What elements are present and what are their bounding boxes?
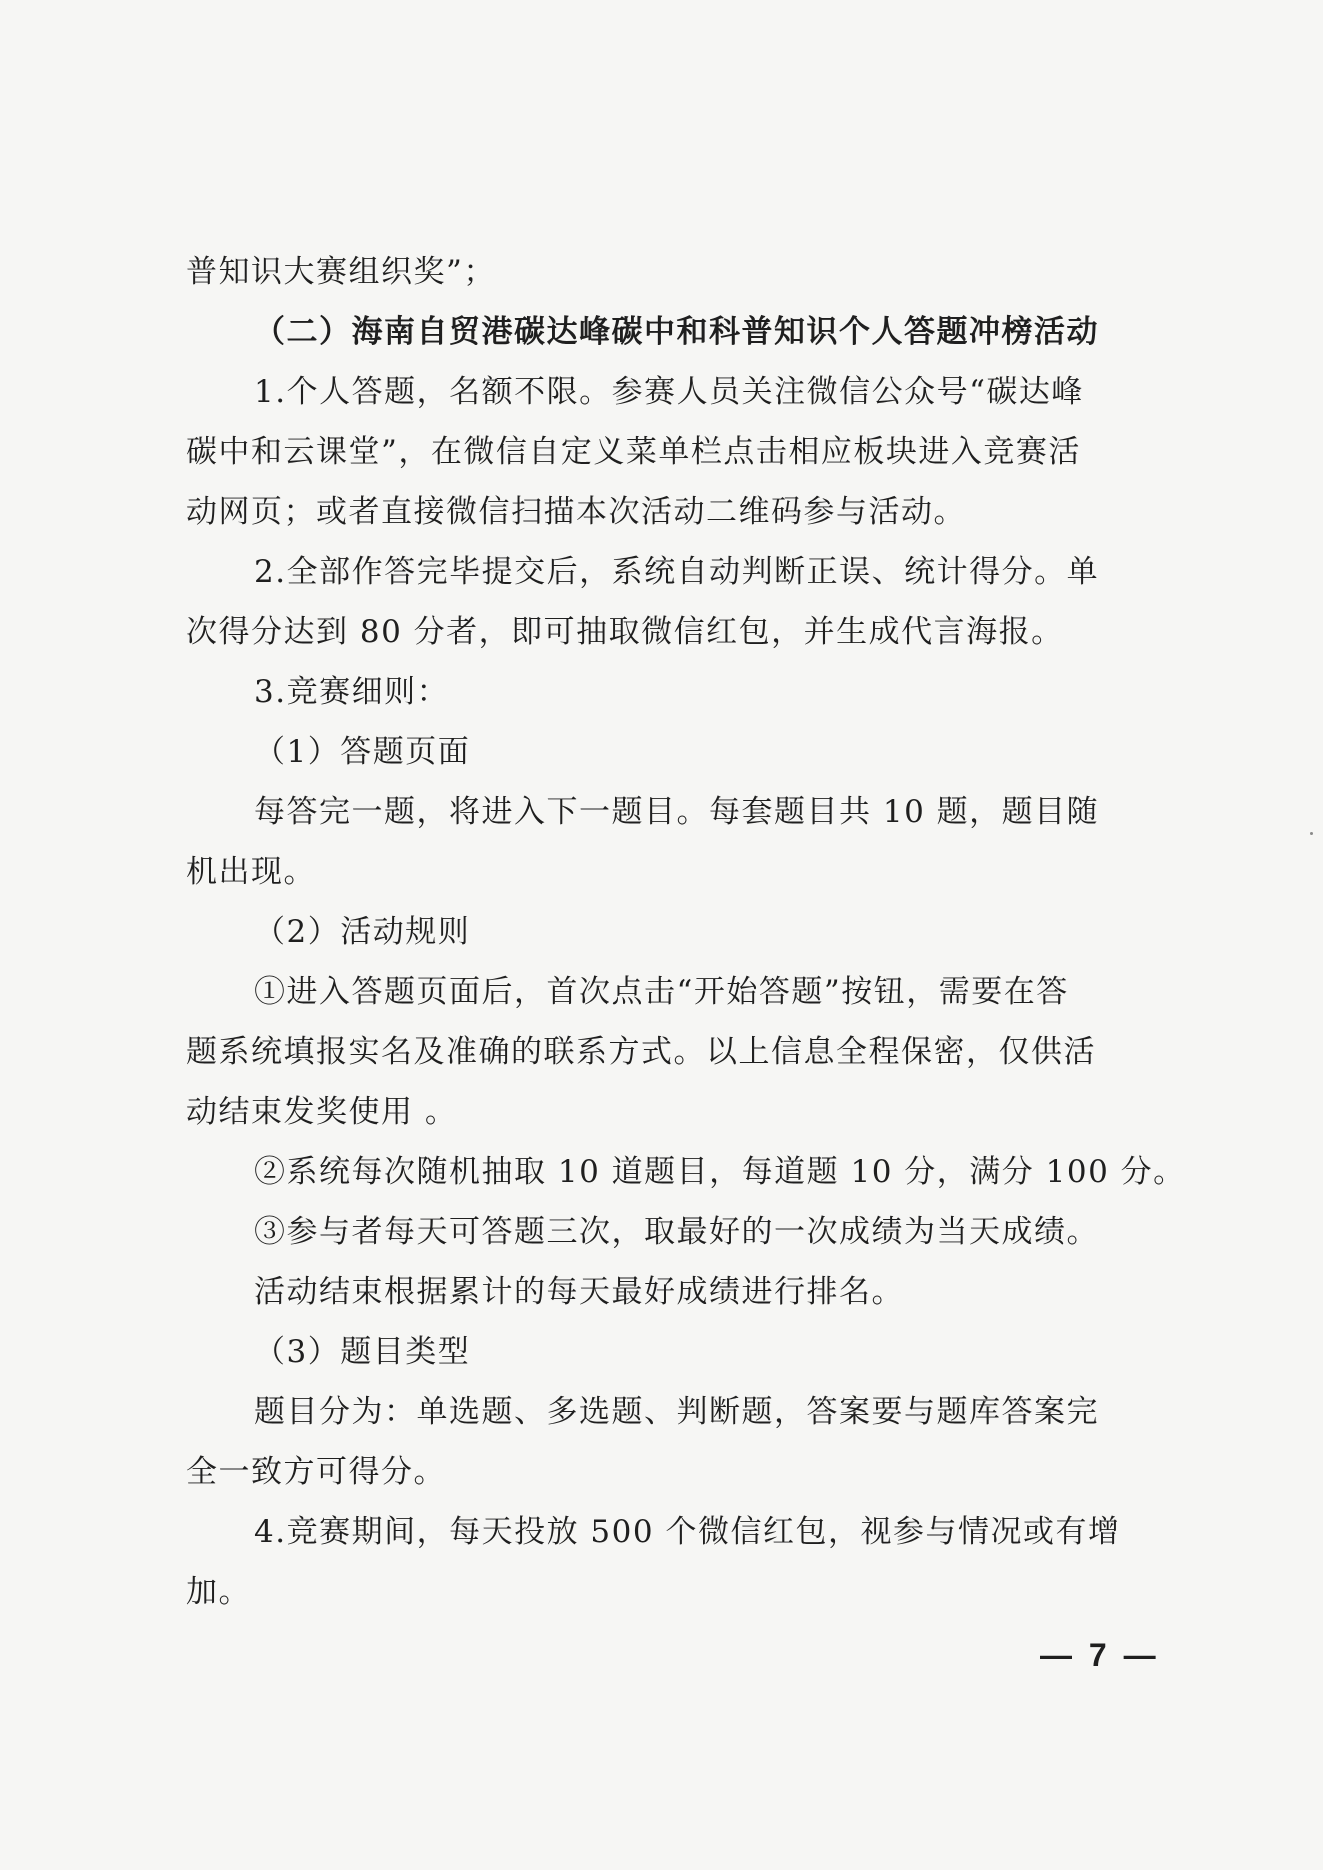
- text-line: 加。: [186, 1574, 251, 1610]
- text-line: 全一致方可得分。: [186, 1454, 446, 1490]
- text-line: 题目分为：单选题、多选题、判断题，答案要与题库答案完: [254, 1394, 1099, 1430]
- text-line: ②系统每次随机抽取 10 道题目，每道题 10 分，满分 100 分。: [254, 1154, 1186, 1190]
- text-line: 3.竞赛细则：: [254, 674, 450, 710]
- text-line: ③参与者每天可答题三次，取最好的一次成绩为当天成绩。: [254, 1214, 1099, 1250]
- text-line: 碳中和云课堂”，在微信自定义菜单栏点击相应板块进入竞赛活: [186, 434, 1081, 470]
- section-heading: （二）海南自贸港碳达峰碳中和科普知识个人答题冲榜活动: [254, 314, 1099, 350]
- subheading: （1）答题页面: [254, 734, 471, 770]
- text-line: 动网页；或者直接微信扫描本次活动二维码参与活动。: [186, 494, 966, 530]
- text-line: 1.个人答题，名额不限。参赛人员关注微信公众号“碳达峰: [254, 374, 1084, 410]
- text-line: 题系统填报实名及准确的联系方式。以上信息全程保密，仅供活: [186, 1034, 1096, 1070]
- text-line: 动结束发奖使用 。: [186, 1094, 458, 1130]
- text-line: 次得分达到 80 分者，即可抽取微信红包，并生成代言海报。: [186, 614, 1064, 650]
- subheading: （3）题目类型: [254, 1334, 471, 1370]
- text-line: 活动结束根据累计的每天最好成绩进行排名。: [254, 1274, 904, 1310]
- subheading: （2）活动规则: [254, 914, 471, 950]
- text-line: 机出现。: [186, 854, 316, 890]
- text-line: 4.竞赛期间，每天投放 500 个微信红包，视参与情况或有增: [254, 1514, 1121, 1550]
- text-line: 普知识大赛组织奖”；: [186, 254, 496, 290]
- text-line: ①进入答题页面后，首次点击“开始答题”按钮，需要在答: [254, 974, 1069, 1010]
- page-number: — 7 —: [1040, 1637, 1160, 1673]
- scan-speck: [1310, 832, 1313, 835]
- text-line: 每答完一题，将进入下一题目。每套题目共 10 题，题目随: [254, 794, 1100, 830]
- text-line: 2.全部作答完毕提交后，系统自动判断正误、统计得分。单: [254, 554, 1100, 590]
